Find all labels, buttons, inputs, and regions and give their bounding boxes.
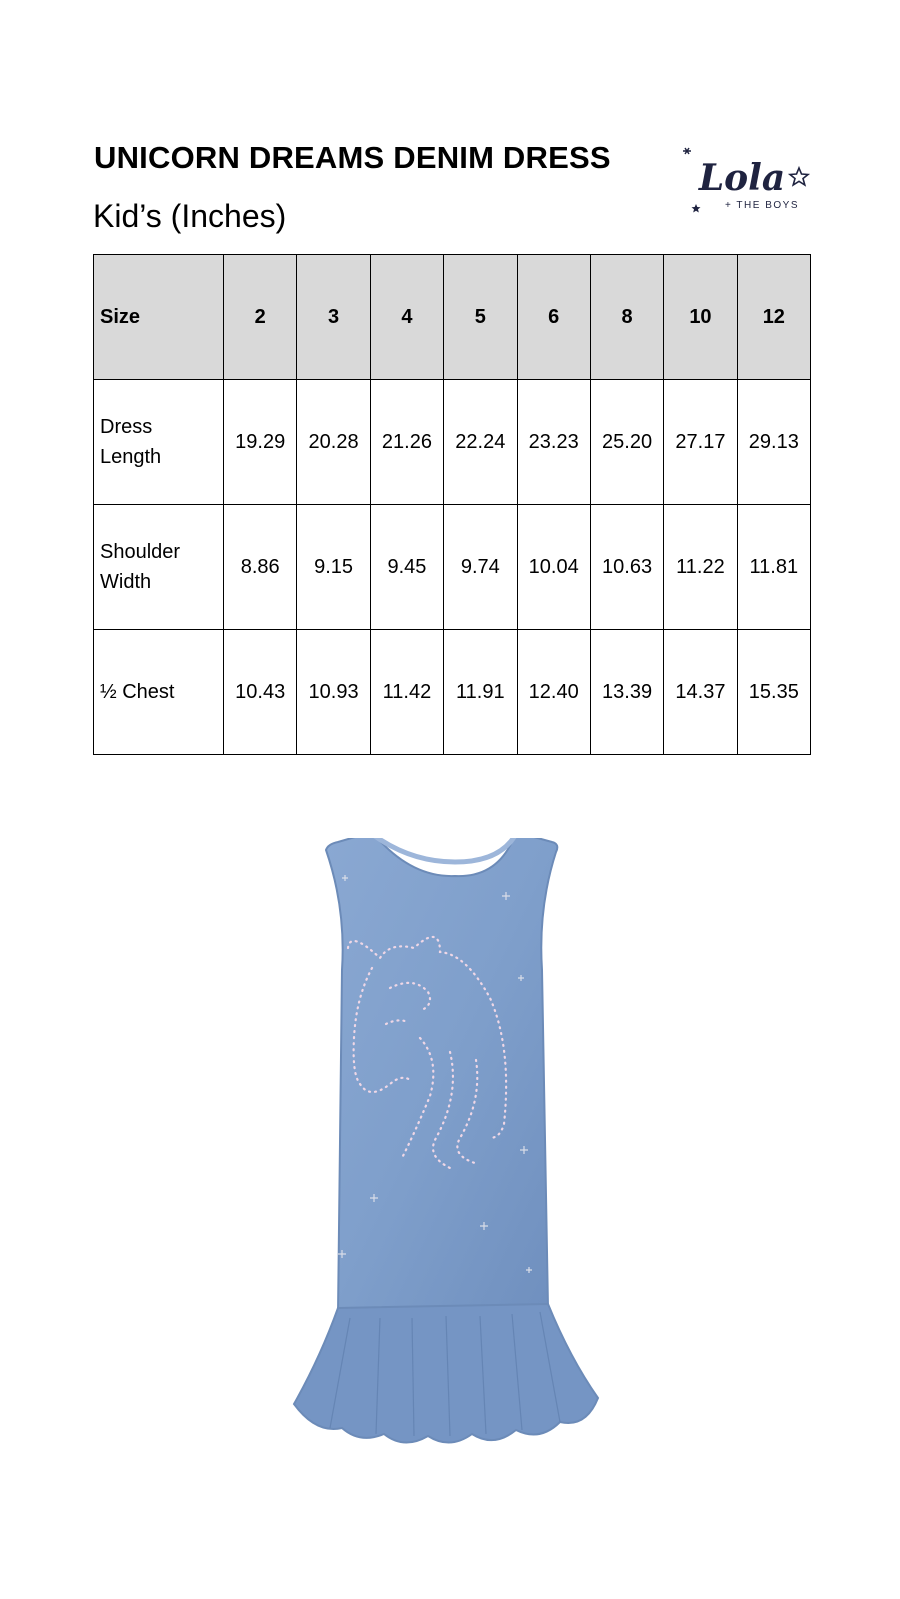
header-size: 8 [590, 255, 663, 380]
table-cell: 22.24 [444, 380, 517, 505]
header-size: 4 [370, 255, 443, 380]
dress-body [326, 838, 557, 1314]
table-row [94, 380, 811, 505]
table-cell: 12.40 [517, 630, 590, 755]
header-size: 3 [297, 255, 370, 380]
table-cell: 11.42 [370, 630, 443, 755]
table-cell: 27.17 [664, 380, 737, 505]
table-cell: 15.35 [737, 630, 810, 755]
header-size: 2 [224, 255, 297, 380]
logo-tagline: + THE BOYS [724, 200, 800, 211]
small-star-icon [692, 204, 701, 213]
table-cell: 11.22 [664, 505, 737, 630]
brand-logo [682, 146, 814, 226]
table-cell: 19.29 [224, 380, 297, 505]
table-cell: 10.43 [224, 630, 297, 755]
table-row [94, 505, 811, 630]
row-label-line: Shoulder [100, 541, 181, 563]
denim-dress-illustration-icon [290, 838, 620, 1478]
row-label-line: ½ Chest [100, 681, 175, 703]
table-cell: 13.39 [590, 630, 663, 755]
table-cell: 11.81 [737, 505, 810, 630]
header-size: 6 [517, 255, 590, 380]
table-cell: 14.37 [664, 630, 737, 755]
table-cell: 9.45 [370, 505, 443, 630]
header-size: 10 [664, 255, 737, 380]
table-cell: 9.74 [444, 505, 517, 630]
table-cell: 20.28 [297, 380, 370, 505]
table-cell: 29.13 [737, 380, 810, 505]
row-label [94, 630, 224, 755]
size-chart-table [93, 254, 811, 755]
table-cell: 10.93 [297, 630, 370, 755]
table-cell: 8.86 [224, 505, 297, 630]
table-cell: 21.26 [370, 380, 443, 505]
header-size-label: Size [94, 255, 224, 380]
star-icon [683, 148, 691, 154]
page-title: UNICORN DREAMS DENIM DRESS [94, 140, 611, 175]
header-size: 12 [737, 255, 810, 380]
page-subtitle: Kid’s (Inches) [93, 198, 287, 234]
row-label-line: Length [100, 446, 162, 468]
logo-wordmark: Lola [698, 157, 786, 199]
row-label-line: Dress [100, 416, 153, 438]
table-cell: 23.23 [517, 380, 590, 505]
table-cell: 10.04 [517, 505, 590, 630]
header-size: 5 [444, 255, 517, 380]
table-cell: 11.91 [444, 630, 517, 755]
row-label [94, 380, 224, 505]
row-label-line: Width [100, 571, 152, 593]
table-cell: 10.63 [590, 505, 663, 630]
table-cell: 9.15 [297, 505, 370, 630]
table-cell: 25.20 [590, 380, 663, 505]
star-outline-icon [790, 168, 808, 185]
table-row [94, 630, 811, 755]
row-label [94, 505, 224, 630]
table-header-row [94, 255, 811, 380]
